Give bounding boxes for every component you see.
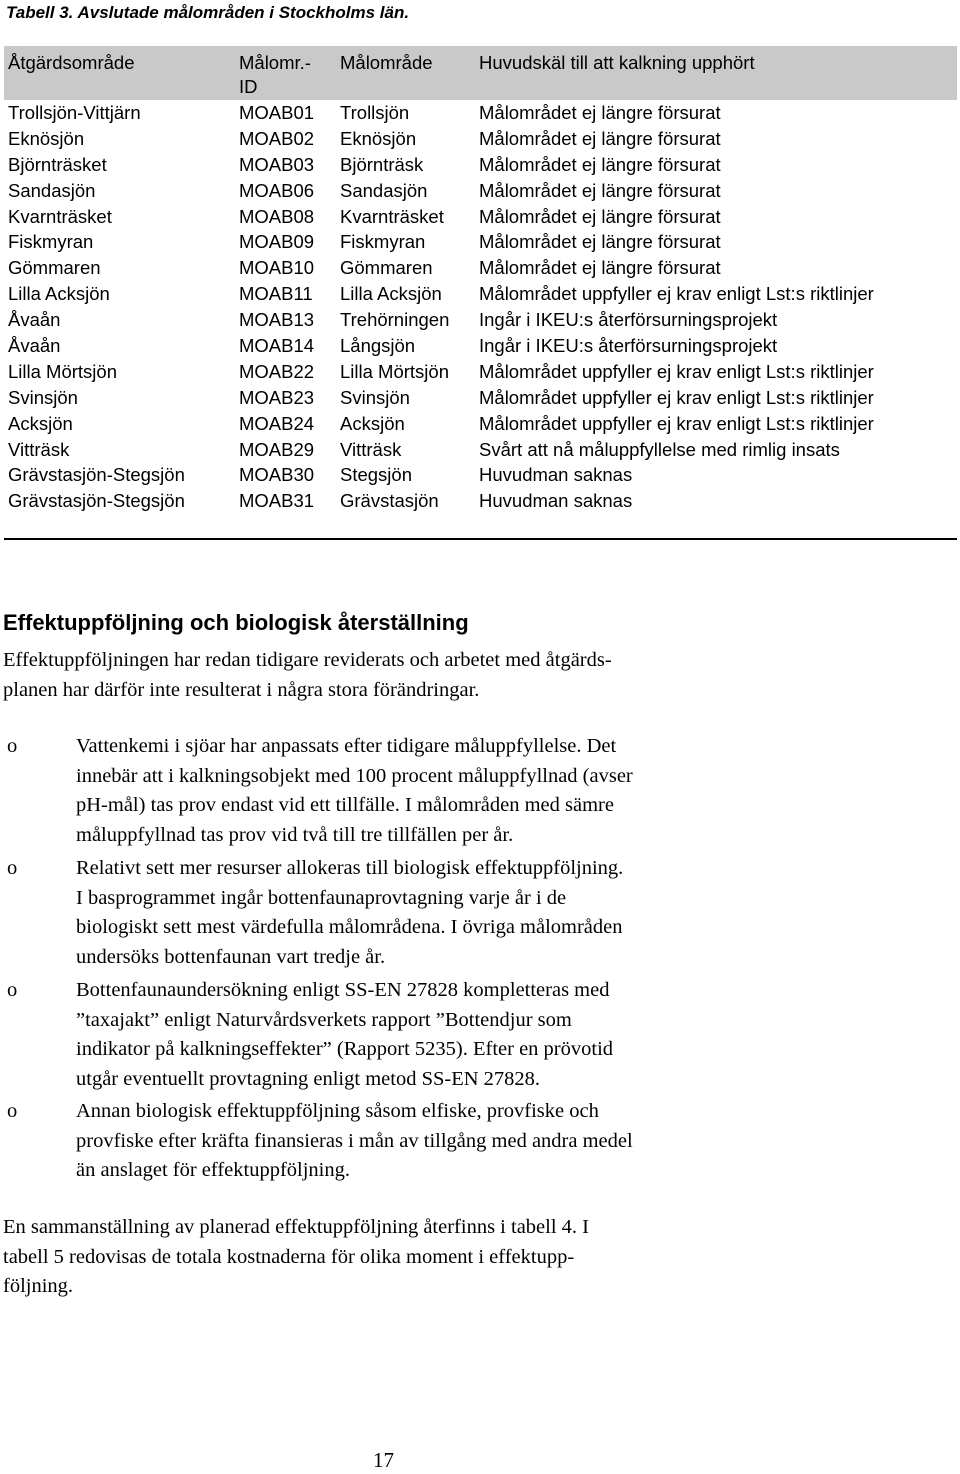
table-cell: MOAB24 [239,412,315,434]
bullet-line: pH-mål) tas prov endast vid ett tillfälle. I målområden med sämre [76,794,614,816]
table-cell: Kvarnträsket [340,205,444,227]
bullet-marker: o [7,735,18,757]
header-atgardsomrade: Åtgärdsområde [8,52,135,73]
table-row [4,385,957,411]
table-cell: Björnträsk [340,153,424,175]
table-cell: Acksjön [340,412,405,434]
bullet-line: ”taxajakt” enligt Naturvårdsverkets rapport ”Bottendjur som [76,1008,572,1031]
table-cell: Lilla Mörtsjön [340,360,449,382]
table-cell: Trehörningen [340,309,450,331]
table-cell: Grävstasjön-Stegsjön [8,464,185,486]
header-huvudskal: Huvudskäl till att kalkning upphört [479,52,755,73]
bullet-marker: o [7,979,18,1001]
table-cell: Eknösjön [340,127,417,149]
table-cell: Gömmaren [8,257,101,279]
table-cell: Trollsjön [340,102,410,123]
bullet-line: Bottenfaunaundersökning enligt SS-EN 27828 kompletteras med [76,979,610,1001]
table-row [4,281,957,307]
table-cell: Långsjön [340,335,416,357]
bullet-line: Annan biologisk effektuppföljning såsom elfiske, provfiske och [76,1100,599,1122]
table-cell: Målområdet uppfyller ej krav enligt Lst:s riktlinjer [479,412,874,434]
bullet-text [76,854,623,972]
table-cell: Ingår i IKEU:s återförsurningsprojekt [479,309,778,331]
table-row [4,100,957,126]
bullet-line: biologiskt sett mest värdefulla målområdena. I övriga målområden [76,916,623,938]
table-cell: Målområdet ej längre försurat [479,205,721,227]
table-cell: Åvaån [8,309,61,331]
bullet-line: provfiske efter kräfta finansieras i mån av tillgång med andra medel [76,1129,633,1152]
table-body [4,100,957,514]
table-cell: Björnträsket [8,153,107,175]
table-cell: Målområdet uppfyller ej krav enligt Lst:s riktlinjer [479,283,874,305]
table-cell: Målområdet ej längre försurat [479,257,721,279]
table-cell: Målområdet uppfyller ej krav enligt Lst:s riktlinjer [479,360,874,382]
table-cell: Trollsjön-Vittjärn [8,102,141,123]
header-malomrade: Målområde [340,52,433,73]
table-row [4,152,957,178]
table-cell: Acksjön [8,412,73,434]
table-cell: MOAB22 [239,360,315,382]
bullet-marker: o [7,857,18,879]
table-row [4,437,957,463]
table-cell: MOAB02 [239,127,315,149]
table-cell: MOAB31 [239,490,315,512]
bullet-line: än anslaget för effektuppföljning. [76,1159,351,1181]
table-cell: Huvudman saknas [479,464,633,486]
table-cell: Grävstasjön-Stegsjön [8,490,185,512]
table-cell: MOAB11 [239,283,313,305]
header-malomr-id: Målomr.- ID [239,52,311,97]
table-cell: Svårt att nå måluppfyllelse med rimlig insats [479,438,840,460]
table-row [4,462,957,488]
bullet-line: undersöks bottenfaunan vart tredje år. [76,945,386,968]
table-cell: MOAB13 [239,309,315,331]
closed-target-areas-table [4,46,957,514]
table-cell: Vitträsk [8,438,70,460]
table-row [4,126,957,152]
table-row [4,307,957,333]
table-cell: MOAB01 [239,102,315,123]
table-cell: MOAB30 [239,464,315,486]
bullet-text [76,1097,633,1186]
table-cell: MOAB14 [239,335,315,357]
table-caption: Tabell 3. Avslutade målområden i Stockholms län. [6,3,410,22]
table-cell: Huvudman saknas [479,490,633,512]
bullet-line: I basprogrammet ingår bottenfaunaprovtagning varje år i de [76,886,567,909]
table-cell: Gömmaren [340,257,433,279]
table-cell: MOAB10 [239,257,315,279]
bullet-line: innebär att i kalkningsobjekt med 100 procent måluppfyllnad (avser [76,764,633,787]
table-row [4,333,957,359]
table-cell: MOAB29 [239,438,315,460]
table-cell: Sandasjön [340,179,428,201]
table-cell: Lilla Acksjön [340,283,442,305]
table-cell: Lilla Mörtsjön [8,360,117,382]
section-heading: Effektuppföljning och biologisk återställning [3,610,469,635]
table-cell: Grävstasjön [340,490,439,512]
table-cell: Målområdet uppfyller ej krav enligt Lst:s riktlinjer [479,386,874,408]
bullet-marker: o [7,1100,18,1122]
table-cell: Målområdet ej längre försurat [479,231,721,253]
bullet-line: indikator på kalkningseffekter” (Rapport 5235). Efter en prövotid [76,1038,614,1060]
bullet-line: Relativt sett mer resurser allokeras till biologisk effektuppföljning. [76,857,624,879]
table-cell: Fiskmyran [8,231,94,253]
table-bottom-rule [4,538,957,540]
page-number: 17 [373,1448,394,1472]
table-cell: Ingår i IKEU:s återförsurningsprojekt [479,335,778,357]
table-cell: Målområdet ej längre försurat [479,179,721,201]
table-row [4,411,957,437]
table-cell: MOAB23 [239,386,315,408]
closing-paragraph: En sammanställning av planerad effektuppföljning återfinns i tabell 4. I tabell 5 redovisas de totala kostnaderna för olika moment i effektupp- följning. [3,1216,589,1297]
bullet-line: Vattenkemi i sjöar har anpassats efter tidigare måluppfyllelse. Det [76,735,617,757]
intro-paragraph: Effektuppföljningen har redan tidigare reviderats och arbetet med åtgärds- planen har därför inte resulterat i några stora förändringar. [3,649,612,701]
table-cell: Eknösjön [8,127,85,149]
table-cell: Svinsjön [340,386,410,408]
table-cell: Stegsjön [340,464,412,486]
bullet-line: utgår eventuellt provtagning enligt metod SS-EN 27828. [76,1067,541,1090]
table-row [4,255,957,281]
table-cell: MOAB03 [239,153,315,175]
table-cell: Målområdet ej längre försurat [479,102,721,123]
table-row [4,359,957,385]
table-cell: Åvaån [8,335,61,357]
table-cell: Lilla Acksjön [8,283,110,305]
table-header [4,46,957,100]
bullet-line: måluppfyllnad tas prov vid två till tre tillfällen per år. [76,823,514,846]
table-cell: Svinsjön [8,386,78,408]
table-cell: Målområdet ej längre försurat [479,153,721,175]
table-row [4,488,957,514]
table-cell: Vitträsk [340,438,402,460]
table-cell: Kvarnträsket [8,205,112,227]
table-cell: Fiskmyran [340,231,426,253]
table-row [4,229,957,255]
bullet-text [76,732,633,850]
table-cell: Sandasjön [8,179,96,201]
table-cell: Målområdet ej längre försurat [479,127,721,149]
table-row [4,178,957,204]
table-cell: MOAB09 [239,231,315,253]
table-row [4,204,957,230]
bullet-text [76,976,613,1094]
table-cell: MOAB08 [239,205,315,227]
table-cell: MOAB06 [239,179,315,201]
